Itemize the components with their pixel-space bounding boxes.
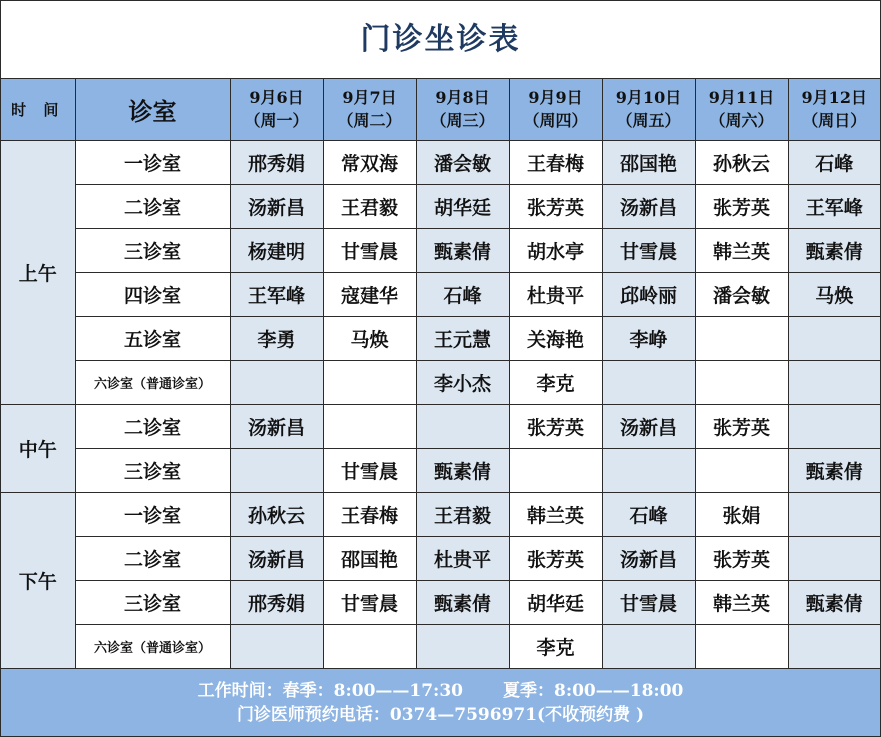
- doctor-cell: 寇建华: [323, 272, 416, 316]
- doctor-cell: 常双海: [323, 140, 416, 184]
- doctor-cell: 王春梅: [323, 492, 416, 536]
- doctor-cell: 潘会敏: [695, 272, 788, 316]
- doctor-cell: [416, 624, 509, 668]
- doctor-cell: 汤新昌: [230, 404, 323, 448]
- doctor-cell: 王君毅: [416, 492, 509, 536]
- table-row: [1, 360, 880, 404]
- doctor-cell: 韩兰英: [695, 580, 788, 624]
- doctor-cell: 胡华廷: [509, 580, 602, 624]
- footer: [1, 669, 880, 736]
- table-row: [1, 492, 880, 536]
- period-label: 下午: [1, 492, 75, 668]
- doctor-cell: 甘雪晨: [602, 228, 695, 272]
- header-day: [788, 79, 880, 140]
- table-row: [1, 272, 880, 316]
- doctor-cell: 李勇: [230, 316, 323, 360]
- doctor-cell: 孙秋云: [230, 492, 323, 536]
- doctor-cell: 韩兰英: [509, 492, 602, 536]
- doctor-cell: 甄素倩: [416, 228, 509, 272]
- doctor-cell: 马焕: [323, 316, 416, 360]
- room-label: 二诊室: [75, 184, 230, 228]
- doctor-cell: [509, 448, 602, 492]
- header-weekday: （周一）: [244, 111, 309, 131]
- schedule-table: [1, 79, 880, 669]
- header-day: [509, 79, 602, 140]
- doctor-cell: 潘会敏: [416, 140, 509, 184]
- doctor-cell: 张娟: [695, 492, 788, 536]
- room-label: 五诊室: [75, 316, 230, 360]
- header-date: 9月8日: [435, 88, 490, 108]
- doctor-cell: [788, 536, 880, 580]
- table-row: [1, 184, 880, 228]
- doctor-cell: 甘雪晨: [602, 580, 695, 624]
- table-row: [1, 448, 880, 492]
- doctor-cell: 杜贵平: [416, 536, 509, 580]
- header-date: 9月11日: [708, 88, 775, 108]
- doctor-cell: 张芳英: [509, 536, 602, 580]
- header-weekday: （周五）: [616, 111, 681, 131]
- header-row: [1, 79, 880, 140]
- work-hours-summer: 夏季：8:00——18:00: [503, 681, 684, 701]
- table-row: [1, 536, 880, 580]
- doctor-cell: [416, 404, 509, 448]
- doctor-cell: [230, 360, 323, 404]
- doctor-cell: [788, 492, 880, 536]
- doctor-cell: 王春梅: [509, 140, 602, 184]
- header-weekday: （周三）: [430, 111, 495, 131]
- page-title: 门诊坐诊表: [1, 1, 880, 79]
- table-row: [1, 140, 880, 184]
- period-label: 上午: [1, 140, 75, 404]
- doctor-cell: 邢秀娟: [230, 580, 323, 624]
- header-date: 9月12日: [801, 88, 867, 108]
- doctor-cell: [323, 404, 416, 448]
- doctor-cell: [695, 316, 788, 360]
- room-label: 三诊室: [75, 228, 230, 272]
- table-row: [1, 404, 880, 448]
- doctor-cell: 汤新昌: [602, 404, 695, 448]
- doctor-cell: 张芳英: [695, 536, 788, 580]
- doctor-cell: 韩兰英: [695, 228, 788, 272]
- doctor-cell: 甘雪晨: [323, 580, 416, 624]
- doctor-cell: 甘雪晨: [323, 228, 416, 272]
- doctor-cell: 李峥: [602, 316, 695, 360]
- doctor-cell: 石峰: [602, 492, 695, 536]
- doctor-cell: 汤新昌: [230, 536, 323, 580]
- doctor-cell: 甄素倩: [788, 580, 880, 624]
- room-label: 三诊室: [75, 448, 230, 492]
- doctor-cell: 张芳英: [695, 184, 788, 228]
- header-date: 9月6日: [249, 88, 304, 108]
- doctor-cell: [602, 360, 695, 404]
- doctor-cell: 杜贵平: [509, 272, 602, 316]
- header-day: [323, 79, 416, 140]
- doctor-cell: 王军峰: [230, 272, 323, 316]
- doctor-cell: [695, 624, 788, 668]
- doctor-cell: [788, 624, 880, 668]
- doctor-cell: 汤新昌: [230, 184, 323, 228]
- doctor-cell: 甘雪晨: [323, 448, 416, 492]
- doctor-cell: 张芳英: [509, 404, 602, 448]
- header-room: 诊室: [75, 79, 230, 140]
- room-label: 六诊室（普通诊室）: [75, 360, 230, 404]
- doctor-cell: 汤新昌: [602, 184, 695, 228]
- header-day: [416, 79, 509, 140]
- room-label: 六诊室（普通诊室）: [75, 624, 230, 668]
- appointment-phone: 门诊医师预约电话：0374—7596971(不收预约费 ): [236, 705, 645, 725]
- doctor-cell: 甄素倩: [788, 228, 880, 272]
- doctor-cell: 杨建明: [230, 228, 323, 272]
- table-row: [1, 624, 880, 668]
- header-date: 9月10日: [615, 88, 682, 108]
- doctor-cell: 马焕: [788, 272, 880, 316]
- header-day: [695, 79, 788, 140]
- doctor-cell: [230, 624, 323, 668]
- doctor-cell: [323, 624, 416, 668]
- doctor-cell: 邵国艳: [602, 140, 695, 184]
- doctor-cell: [323, 360, 416, 404]
- doctor-cell: [695, 448, 788, 492]
- header-date: 9月7日: [342, 88, 397, 108]
- header-weekday: （周二）: [337, 111, 402, 131]
- header-day: [602, 79, 695, 140]
- room-label: 二诊室: [75, 404, 230, 448]
- doctor-cell: 王军峰: [788, 184, 880, 228]
- doctor-cell: 甄素倩: [788, 448, 880, 492]
- doctor-cell: 汤新昌: [602, 536, 695, 580]
- doctor-cell: 李克: [509, 624, 602, 668]
- doctor-cell: [788, 360, 880, 404]
- doctor-cell: 邵国艳: [323, 536, 416, 580]
- doctor-cell: 李克: [509, 360, 602, 404]
- doctor-cell: 胡水亭: [509, 228, 602, 272]
- period-label: 中午: [1, 404, 75, 492]
- doctor-cell: 王元慧: [416, 316, 509, 360]
- doctor-cell: 胡华廷: [416, 184, 509, 228]
- header-weekday: （周日）: [802, 111, 867, 131]
- table-row: [1, 228, 880, 272]
- doctor-cell: 石峰: [788, 140, 880, 184]
- doctor-cell: [602, 624, 695, 668]
- doctor-cell: 王君毅: [323, 184, 416, 228]
- doctor-cell: 邱岭丽: [602, 272, 695, 316]
- table-row: [1, 316, 880, 360]
- doctor-cell: 张芳英: [509, 184, 602, 228]
- header-weekday: （周六）: [709, 111, 774, 131]
- doctor-cell: [230, 448, 323, 492]
- work-hours-spring: 工作时间：春季：8:00——17:30: [197, 681, 463, 701]
- doctor-cell: 张芳英: [695, 404, 788, 448]
- room-label: 一诊室: [75, 492, 230, 536]
- doctor-cell: 邢秀娟: [230, 140, 323, 184]
- doctor-cell: 关海艳: [509, 316, 602, 360]
- doctor-cell: 石峰: [416, 272, 509, 316]
- room-label: 四诊室: [75, 272, 230, 316]
- doctor-cell: 孙秋云: [695, 140, 788, 184]
- header-time: 时 间: [1, 79, 75, 140]
- doctor-cell: 甄素倩: [416, 448, 509, 492]
- room-label: 二诊室: [75, 536, 230, 580]
- doctor-cell: 甄素倩: [416, 580, 509, 624]
- doctor-cell: [788, 316, 880, 360]
- doctor-cell: [788, 404, 880, 448]
- header-weekday: （周四）: [523, 111, 588, 131]
- doctor-cell: [602, 448, 695, 492]
- header-day: [230, 79, 323, 140]
- doctor-cell: [695, 360, 788, 404]
- room-label: 一诊室: [75, 140, 230, 184]
- room-label: 三诊室: [75, 580, 230, 624]
- doctor-cell: 李小杰: [416, 360, 509, 404]
- table-row: [1, 580, 880, 624]
- header-date: 9月9日: [528, 88, 583, 108]
